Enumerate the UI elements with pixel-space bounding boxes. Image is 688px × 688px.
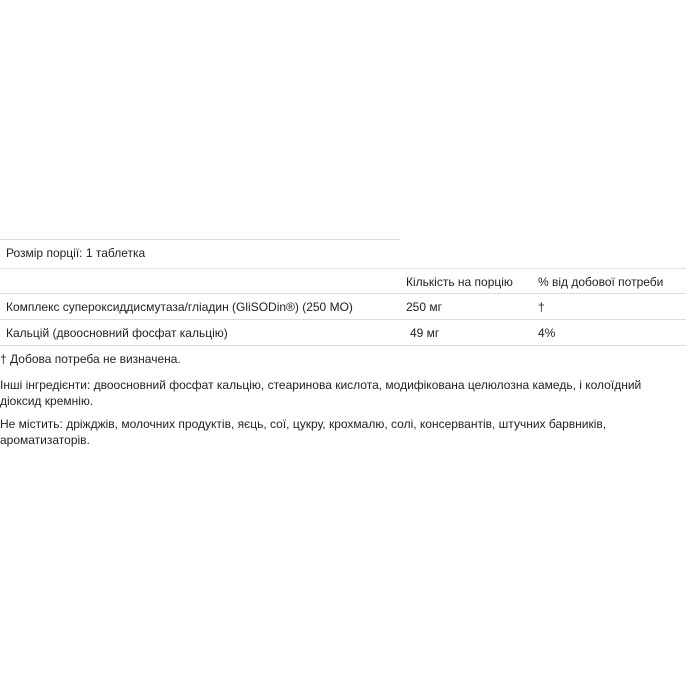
other-ingredients-text: Інші інгредієнти: двоосновний фосфат кальцію, стеаринова кислота, модифікована целюлозна камедь, і колоїдний діоксид кремнію.	[0, 378, 642, 408]
ingredient-daily-value: 4%	[538, 326, 556, 340]
amount-per-serving-header: Кількість на порцію	[406, 275, 513, 289]
free-of-text: Не містить: дріжджів, молочних продуктів, яєць, сої, цукру, крохмалю, солі, консервантів, штучних барвників, ароматизаторів.	[0, 417, 607, 447]
daily-value-header: % від добової потреби	[538, 275, 664, 289]
footnote-daily-value: † Добова потреба не визначена.	[0, 352, 181, 366]
table-row	[0, 294, 686, 320]
ingredient-daily-value: †	[538, 300, 545, 314]
ingredient-amount: 49 мг	[410, 326, 440, 340]
ingredient-name: Кальцій (двоосновний фосфат кальцію)	[6, 326, 228, 340]
ingredient-amount: 250 мг	[406, 300, 442, 314]
table-header-row	[0, 268, 686, 294]
serving-size-row	[0, 239, 400, 268]
supplement-facts-panel	[0, 239, 688, 346]
serving-size-label: Розмір порції: 1 таблетка	[6, 246, 146, 260]
table-row	[0, 320, 686, 346]
ingredient-name: Комплекс супероксиддисмутаза/гліадин (GliSODin®) (250 МО)	[6, 300, 353, 314]
